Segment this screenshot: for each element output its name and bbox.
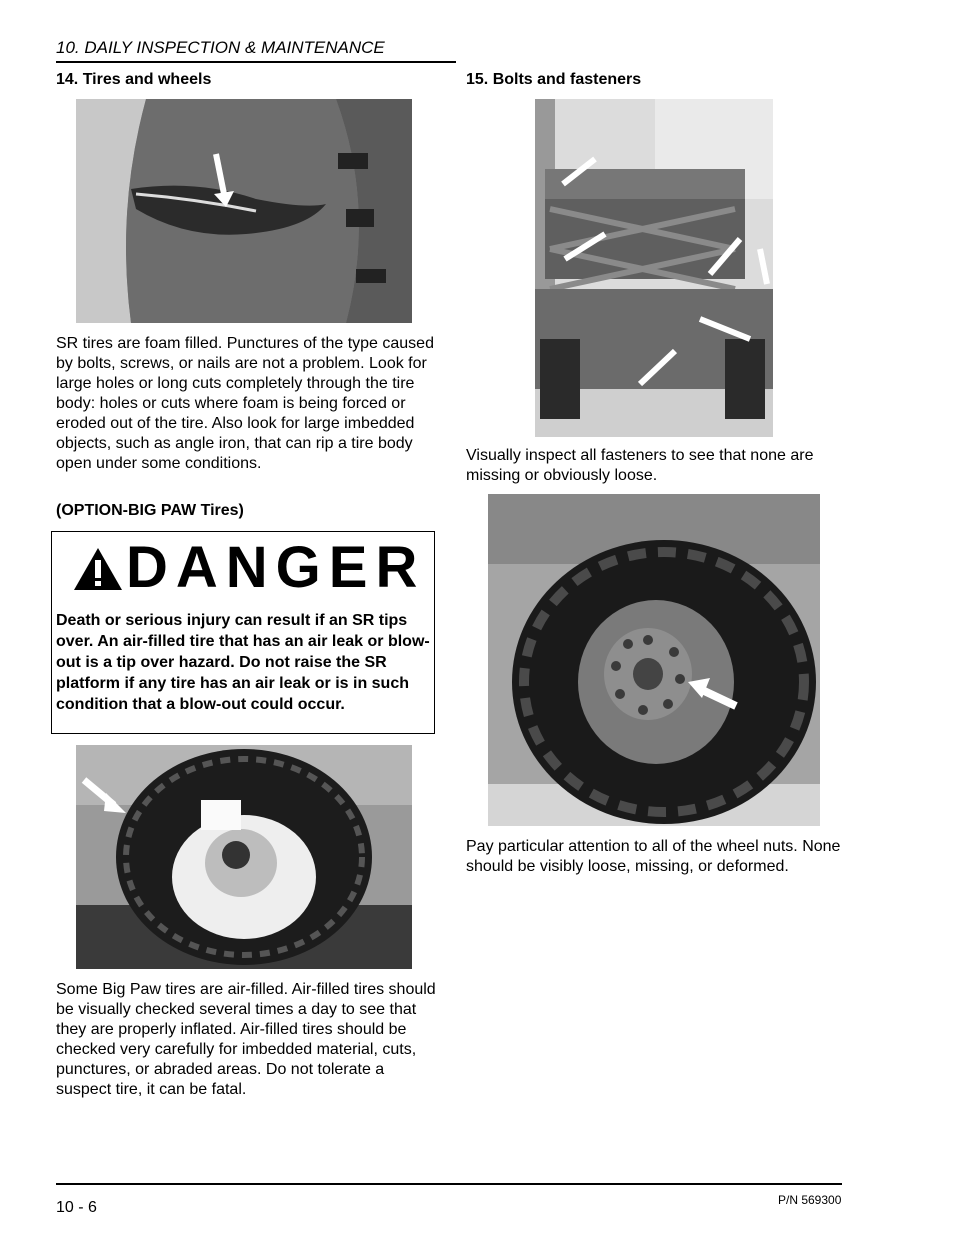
bigpaw-tire-photo [76,745,412,969]
option-bigpaw-title: (OPTION-BIG PAW Tires) [56,502,244,519]
bigpaw-paragraph: Some Big Paw tires are air-filled. Air-filled tires should be visually checked several times a day to see that they are properly inflated. Air-filled tires should be checked very carefully for imbedded material, cuts, punctures, or abraded areas. Do not tolerate a suspect tire, it can be fatal. [56,981,436,1098]
page-number: 10 - 6 [56,1199,97,1216]
wheel-nuts-paragraph: Pay particular attention to all of the wheel nuts. None should be visibly loose, missing, or deformed. [466,838,841,875]
header-rule [56,61,456,63]
page-header-title: 10. DAILY INSPECTION & MAINTENANCE [56,38,385,57]
fasteners-paragraph: Visually inspect all fasteners to see that none are missing or obviously loose. [466,447,814,484]
part-number: P/N 569300 [778,1193,842,1207]
danger-heading: DANGER [126,535,426,600]
danger-message: Death or serious injury can result if an SR tips over. An air-filled tire that has an air leak or blow-out is a tip over hazard. Do not raise the SR platform if any tire has an air leak or is in such condition that a blow-out could occur. [56,612,430,713]
section-14-title: 14. Tires and wheels [56,71,212,88]
tire-cut-photo [76,99,412,323]
danger-box [51,531,435,734]
wheel-nuts-photo [488,494,820,826]
scissor-lift-photo [535,99,773,437]
section-15-title: 15. Bolts and fasteners [466,71,642,88]
warning-triangle-icon [72,546,124,592]
section-14-paragraph: SR tires are foam filled. Punctures of the type caused by bolts, screws, or nails are not a problem. Look for large holes or long cuts completely through the tire body: holes or cuts where foam is being forced or eroded out of the tire. Also look for large imbedded objects, such as angle iron, that can rip a tire body open under some conditions. [56,335,434,472]
footer-rule [56,1183,842,1185]
